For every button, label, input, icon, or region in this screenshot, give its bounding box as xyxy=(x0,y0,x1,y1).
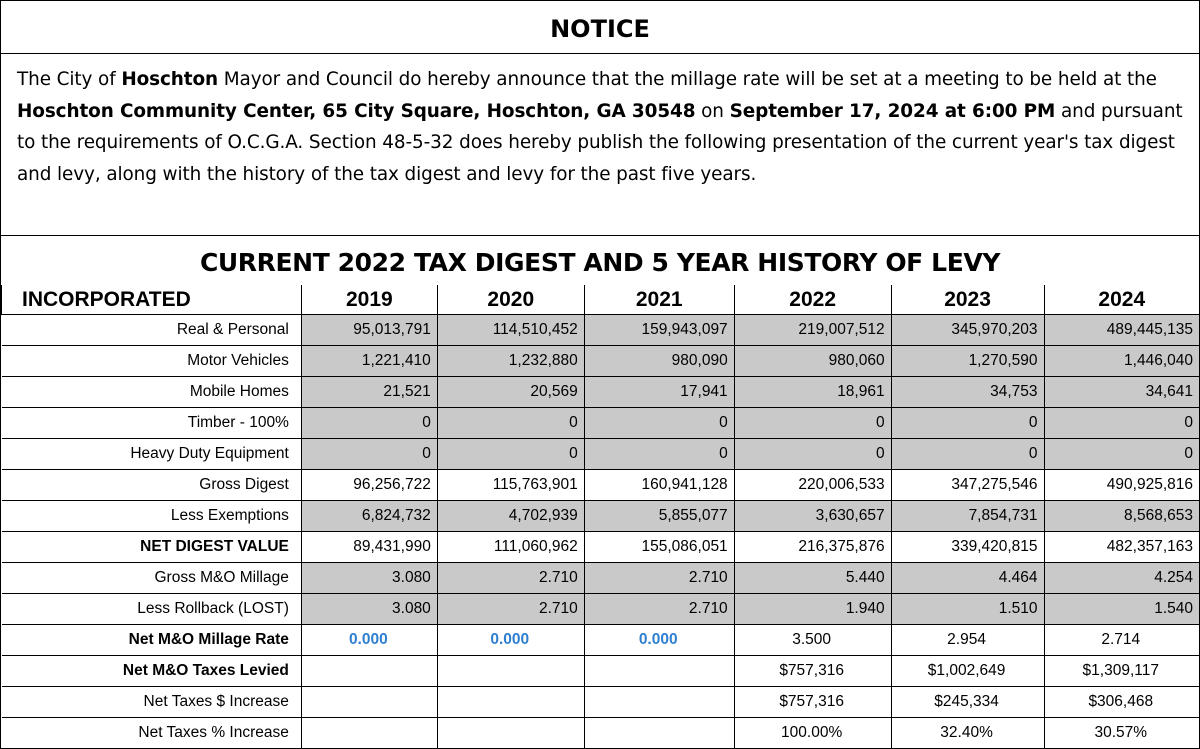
row-label: Mobile Homes xyxy=(2,377,302,408)
table-cell: 1.940 xyxy=(734,594,891,625)
row-label: Gross M&O Millage xyxy=(2,563,302,594)
header-year: 2021 xyxy=(584,285,734,315)
row-less-exemptions xyxy=(2,501,1200,532)
table-cell: 1,232,880 xyxy=(437,346,584,377)
row-label: Net M&O Taxes Levied xyxy=(2,656,302,687)
row-label: Net M&O Millage Rate xyxy=(2,625,302,656)
table-cell: 20,569 xyxy=(437,377,584,408)
table-cell: 0 xyxy=(437,439,584,470)
row-label: Net Taxes % Increase xyxy=(2,718,302,749)
table-cell: $757,316 xyxy=(734,687,891,718)
table-cell: $1,002,649 xyxy=(891,656,1044,687)
table-cell: 8,568,653 xyxy=(1044,501,1199,532)
table-cell xyxy=(584,718,734,749)
table-cell: 0 xyxy=(584,408,734,439)
table-cell xyxy=(437,656,584,687)
row-mobile-homes xyxy=(2,377,1200,408)
row-label: Less Rollback (LOST) xyxy=(2,594,302,625)
notice-text-1: The City of xyxy=(17,69,122,90)
row-net-taxes-dollar-increase xyxy=(2,687,1200,718)
table-cell xyxy=(437,687,584,718)
table-cell: 2.714 xyxy=(1044,625,1199,656)
table-cell: 3.080 xyxy=(301,594,437,625)
table-cell: 30.57% xyxy=(1044,718,1199,749)
table-cell xyxy=(301,718,437,749)
header-incorporated: INCORPORATED xyxy=(2,285,302,315)
notice-title: NOTICE xyxy=(1,1,1199,54)
table-cell: 0 xyxy=(734,439,891,470)
row-gross-mo-millage xyxy=(2,563,1200,594)
table-cell: 3,630,657 xyxy=(734,501,891,532)
table-cell: 7,854,731 xyxy=(891,501,1044,532)
table-cell: 0 xyxy=(891,408,1044,439)
notice-text-2: Mayor and Council do hereby announce that the millage rate will be set at a meeting to be held at the xyxy=(218,69,1157,90)
table-cell: 100.00% xyxy=(734,718,891,749)
table-title: CURRENT 2022 TAX DIGEST AND 5 YEAR HISTORY OF LEVY xyxy=(1,235,1199,286)
table-cell: 114,510,452 xyxy=(437,315,584,346)
header-year: 2019 xyxy=(301,285,437,315)
table-cell: 0 xyxy=(301,408,437,439)
notice-text-4: and pursuant to the requirements of O.C.G.A. Section 48-5-32 does hereby publish the following presentation of the current year's tax digest and levy, along with the history of the tax digest and levy for the past five years. xyxy=(17,100,1183,185)
notice-city-name: Hoschton xyxy=(121,69,219,90)
table-cell: 32.40% xyxy=(891,718,1044,749)
row-timber xyxy=(2,408,1200,439)
row-net-mo-taxes-levied xyxy=(2,656,1200,687)
table-cell xyxy=(301,656,437,687)
table-cell: 489,445,135 xyxy=(1044,315,1199,346)
table-cell: 21,521 xyxy=(301,377,437,408)
row-label: Heavy Duty Equipment xyxy=(2,439,302,470)
table-cell: 34,641 xyxy=(1044,377,1199,408)
table-cell: 1,270,590 xyxy=(891,346,1044,377)
table-cell: 2.710 xyxy=(584,563,734,594)
table-cell: 2.954 xyxy=(891,625,1044,656)
row-net-digest-value xyxy=(2,532,1200,563)
table-cell: 1,221,410 xyxy=(301,346,437,377)
table-cell: 155,086,051 xyxy=(584,532,734,563)
row-label: Net Taxes $ Increase xyxy=(2,687,302,718)
table-cell xyxy=(437,718,584,749)
table-cell: 34,753 xyxy=(891,377,1044,408)
table-cell: $306,468 xyxy=(1044,687,1199,718)
table-cell: 0 xyxy=(301,439,437,470)
table-cell: 111,060,962 xyxy=(437,532,584,563)
row-net-taxes-percent-increase xyxy=(2,718,1200,749)
table-cell: 980,090 xyxy=(584,346,734,377)
table-cell: 5.440 xyxy=(734,563,891,594)
notice-text-3: on xyxy=(695,100,730,122)
table-cell: 0.000 xyxy=(584,625,734,656)
table-cell: 0 xyxy=(891,439,1044,470)
table-cell: 0 xyxy=(584,439,734,470)
row-heavy-duty-equipment xyxy=(2,439,1200,470)
header-year: 2024 xyxy=(1044,285,1199,315)
table-cell: 5,855,077 xyxy=(584,501,734,532)
notice-meeting-location: Hoschton Community Center, 65 City Square, Hoschton, GA 30548 xyxy=(17,100,696,122)
table-cell: 0.000 xyxy=(301,625,437,656)
row-less-rollback xyxy=(2,594,1200,625)
table-cell: $245,334 xyxy=(891,687,1044,718)
table-cell: 96,256,722 xyxy=(301,470,437,501)
table-cell: 3.080 xyxy=(301,563,437,594)
header-year: 2022 xyxy=(734,285,891,315)
table-cell: 220,006,533 xyxy=(734,470,891,501)
table-cell: 0 xyxy=(1044,408,1199,439)
row-gross-digest xyxy=(2,470,1200,501)
table-cell: 1,446,040 xyxy=(1044,346,1199,377)
table-cell: 339,420,815 xyxy=(891,532,1044,563)
row-label: Timber - 100% xyxy=(2,408,302,439)
table-cell: 0 xyxy=(1044,439,1199,470)
tax-digest-table xyxy=(1,285,1199,748)
table-cell: 18,961 xyxy=(734,377,891,408)
table-cell: 0 xyxy=(734,408,891,439)
table-cell: $757,316 xyxy=(734,656,891,687)
table-cell: 2.710 xyxy=(584,594,734,625)
row-label: Motor Vehicles xyxy=(2,346,302,377)
table-cell: 115,763,901 xyxy=(437,470,584,501)
table-cell: 0.000 xyxy=(437,625,584,656)
notice-meeting-datetime: September 17, 2024 at 6:00 PM xyxy=(729,100,1056,122)
table-cell: 1.540 xyxy=(1044,594,1199,625)
row-motor-vehicles xyxy=(2,346,1200,377)
table-cell: 160,941,128 xyxy=(584,470,734,501)
table-cell: 4.464 xyxy=(891,563,1044,594)
table-cell: 6,824,732 xyxy=(301,501,437,532)
notice-body xyxy=(17,64,1192,190)
header-year: 2020 xyxy=(437,285,584,315)
row-net-mo-millage-rate xyxy=(2,625,1200,656)
table-header-row xyxy=(2,285,1200,315)
row-real-personal xyxy=(2,315,1200,346)
table-cell: 0 xyxy=(437,408,584,439)
table-cell: 347,275,546 xyxy=(891,470,1044,501)
table-cell: 3.500 xyxy=(734,625,891,656)
row-label: Less Exemptions xyxy=(2,501,302,532)
table-cell: 345,970,203 xyxy=(891,315,1044,346)
table-cell: 95,013,791 xyxy=(301,315,437,346)
table-cell xyxy=(584,687,734,718)
table-cell: 1.510 xyxy=(891,594,1044,625)
table-cell: 2.710 xyxy=(437,594,584,625)
table-cell: 89,431,990 xyxy=(301,532,437,563)
table-cell: $1,309,117 xyxy=(1044,656,1199,687)
table-cell: 4.254 xyxy=(1044,563,1199,594)
table-cell xyxy=(301,687,437,718)
table-cell: 490,925,816 xyxy=(1044,470,1199,501)
row-label: Real & Personal xyxy=(2,315,302,346)
table-cell: 2.710 xyxy=(437,563,584,594)
row-label: NET DIGEST VALUE xyxy=(2,532,302,563)
table-cell: 17,941 xyxy=(584,377,734,408)
table-cell: 482,357,163 xyxy=(1044,532,1199,563)
table-cell xyxy=(584,656,734,687)
header-year: 2023 xyxy=(891,285,1044,315)
row-label: Gross Digest xyxy=(2,470,302,501)
table-cell: 4,702,939 xyxy=(437,501,584,532)
table-cell: 159,943,097 xyxy=(584,315,734,346)
table-cell: 219,007,512 xyxy=(734,315,891,346)
table-cell: 980,060 xyxy=(734,346,891,377)
table-cell: 216,375,876 xyxy=(734,532,891,563)
